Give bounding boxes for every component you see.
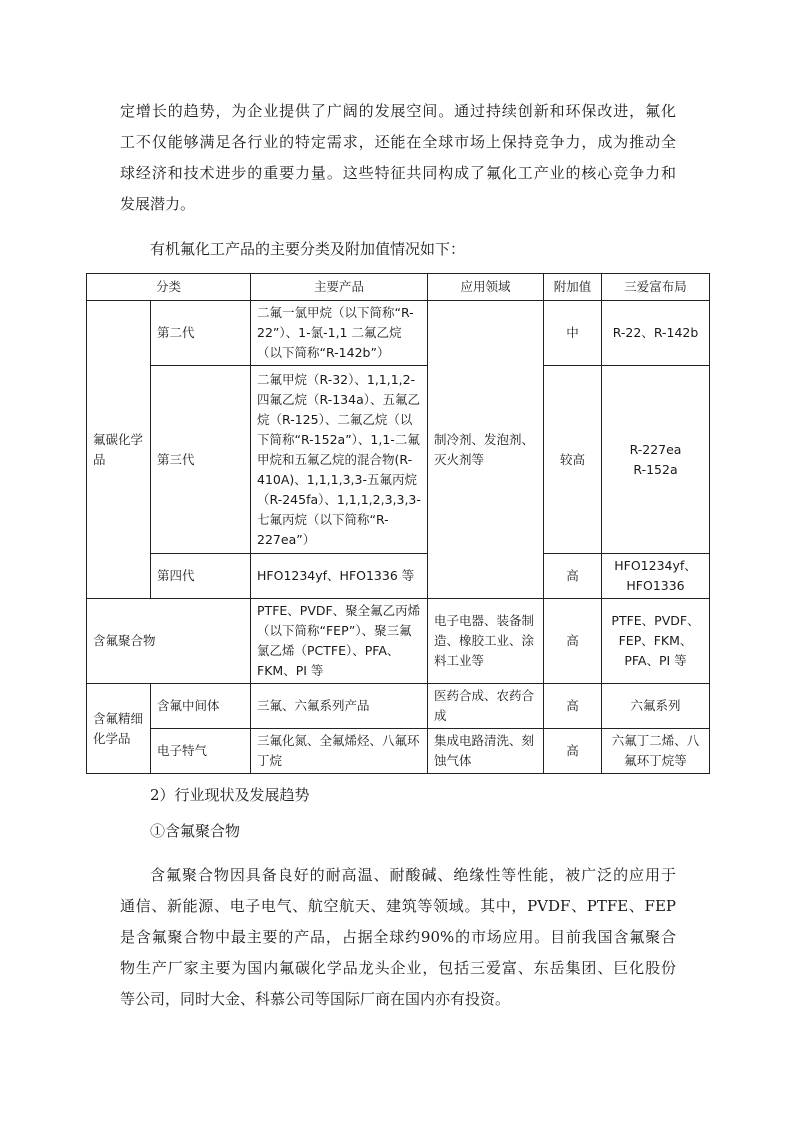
layout-cell: PTFE、PVDF、FEP、FKM、PFA、PI 等 bbox=[602, 599, 710, 684]
paragraph-line: 球经济和技术进步的重要力量。这些特征共同构成了氟化工产业的核心竞争力和 bbox=[120, 164, 676, 182]
sub-category: 含氟中间体 bbox=[151, 684, 251, 729]
paragraph-line: 定增长的趋势，为企业提供了广阔的发展空间。通过持续创新和环保改进，氟化 bbox=[120, 102, 676, 120]
subsection-heading: ①含氟聚合物 bbox=[150, 822, 241, 840]
table-intro: 有机氟化工产品的主要分类及附加值情况如下： bbox=[150, 240, 466, 258]
value-added-cell: 较高 bbox=[544, 366, 602, 554]
group-fine-chemicals: 含氟精细化学品 bbox=[87, 684, 151, 774]
paragraph-line: 工不仅能够满足各行业的特定需求，还能在全球市场上保持竞争力，成为推动全 bbox=[120, 133, 676, 151]
layout-cell bbox=[602, 366, 710, 554]
products-cell: 二氟一氯甲烷（以下简称“R-22”）、1-氯-1,1 二氟乙烷（以下简称“R-142b”） bbox=[251, 301, 428, 366]
table-header-row bbox=[87, 274, 710, 301]
table-row bbox=[87, 684, 710, 729]
layout-cell: R-22、R-142b bbox=[602, 301, 710, 366]
layout-line: R-227ea bbox=[629, 441, 682, 457]
sub-category: 电子特气 bbox=[151, 729, 251, 774]
header-value-added: 附加值 bbox=[544, 274, 602, 301]
applications-cell: 集成电路清洗、刻蚀气体 bbox=[428, 729, 544, 774]
sub-category: 第三代 bbox=[151, 366, 251, 554]
value-added-cell: 高 bbox=[544, 599, 602, 684]
paragraph-fluoropolymer bbox=[120, 860, 676, 1015]
header-products: 主要产品 bbox=[251, 274, 428, 301]
header-applications: 应用领域 bbox=[428, 274, 544, 301]
products-cell: 三氟化氮、全氟烯烃、八氟环丁烷 bbox=[251, 729, 428, 774]
paragraph-line: 发展潜力。 bbox=[120, 195, 196, 213]
applications-cell: 制冷剂、发泡剂、灭火剂等 bbox=[428, 301, 544, 599]
paragraph-line: 通信、新能源、电子电气、航空航天、建筑等领域。其中，PVDF、PTFE、FEP bbox=[120, 897, 676, 915]
applications-cell: 电子电器、装备制造、橡胶工业、涂料工业等 bbox=[428, 599, 544, 684]
table-row bbox=[87, 729, 710, 774]
table-row bbox=[87, 554, 710, 599]
section-heading: 2）行业现状及发展趋势 bbox=[150, 786, 310, 804]
applications-cell: 医药合成、农药合成 bbox=[428, 684, 544, 729]
table-row bbox=[87, 301, 710, 366]
sub-category: 第四代 bbox=[151, 554, 251, 599]
products-cell: 二氟甲烷（R-32）、1,1,1,2-四氟乙烷（R-134a）、五氟乙烷（R-125）、二氟乙烷（以下简称“R-152a”）、1,1-二氟甲烷和五氟乙烷的混合物(R-410A)、1,1,1,3,3-五氟丙烷（R-245fa）、1,1,1,2,3,3,3-七氟丙烷（以下简称“R-227ea”） bbox=[251, 366, 428, 554]
products-cell: 三氟、六氟系列产品 bbox=[251, 684, 428, 729]
sub-category: 第二代 bbox=[151, 301, 251, 366]
value-added-cell: 高 bbox=[544, 554, 602, 599]
paragraph-line: 是含氟聚合物中最主要的产品，占据全球约90%的市场应用。目前我国含氟聚合 bbox=[120, 928, 676, 946]
layout-line: R-152a bbox=[633, 461, 678, 477]
group-fluorocarbon: 氟碳化学品 bbox=[87, 301, 151, 599]
paragraph-intro-text bbox=[120, 96, 676, 220]
value-added-cell: 中 bbox=[544, 301, 602, 366]
header-category: 分类 bbox=[87, 274, 251, 301]
products-cell: HFO1234yf、HFO1336 等 bbox=[251, 554, 428, 599]
value-added-cell: 高 bbox=[544, 684, 602, 729]
products-cell: PTFE、PVDF、聚全氟乙丙烯（以下简称“FEP”）、聚三氟氯乙烯（PCTFE）、PFA、FKM、PI 等 bbox=[251, 599, 428, 684]
layout-cell: 六氟系列 bbox=[602, 684, 710, 729]
table-row bbox=[87, 599, 710, 684]
value-added-cell: 高 bbox=[544, 729, 602, 774]
fluorochemical-classification-table bbox=[86, 273, 710, 774]
layout-cell: HFO1234yf、HFO1336 bbox=[602, 554, 710, 599]
paragraph-line: 等公司，同时大金、科慕公司等国际厂商在国内亦有投资。 bbox=[120, 990, 511, 1008]
layout-cell: 六氟丁二烯、八氟环丁烷等 bbox=[602, 729, 710, 774]
paragraph-line: 物生产厂家主要为国内氟碳化学品龙头企业，包括三爱富、东岳集团、巨化股份 bbox=[120, 959, 676, 977]
table-row bbox=[87, 366, 710, 554]
group-fluoropolymer: 含氟聚合物 bbox=[87, 599, 251, 684]
header-layout: 三爱富布局 bbox=[602, 274, 710, 301]
paragraph-line: 含氟聚合物因具备良好的耐高温、耐酸碱、绝缘性等性能，被广泛的应用于 bbox=[150, 866, 676, 884]
